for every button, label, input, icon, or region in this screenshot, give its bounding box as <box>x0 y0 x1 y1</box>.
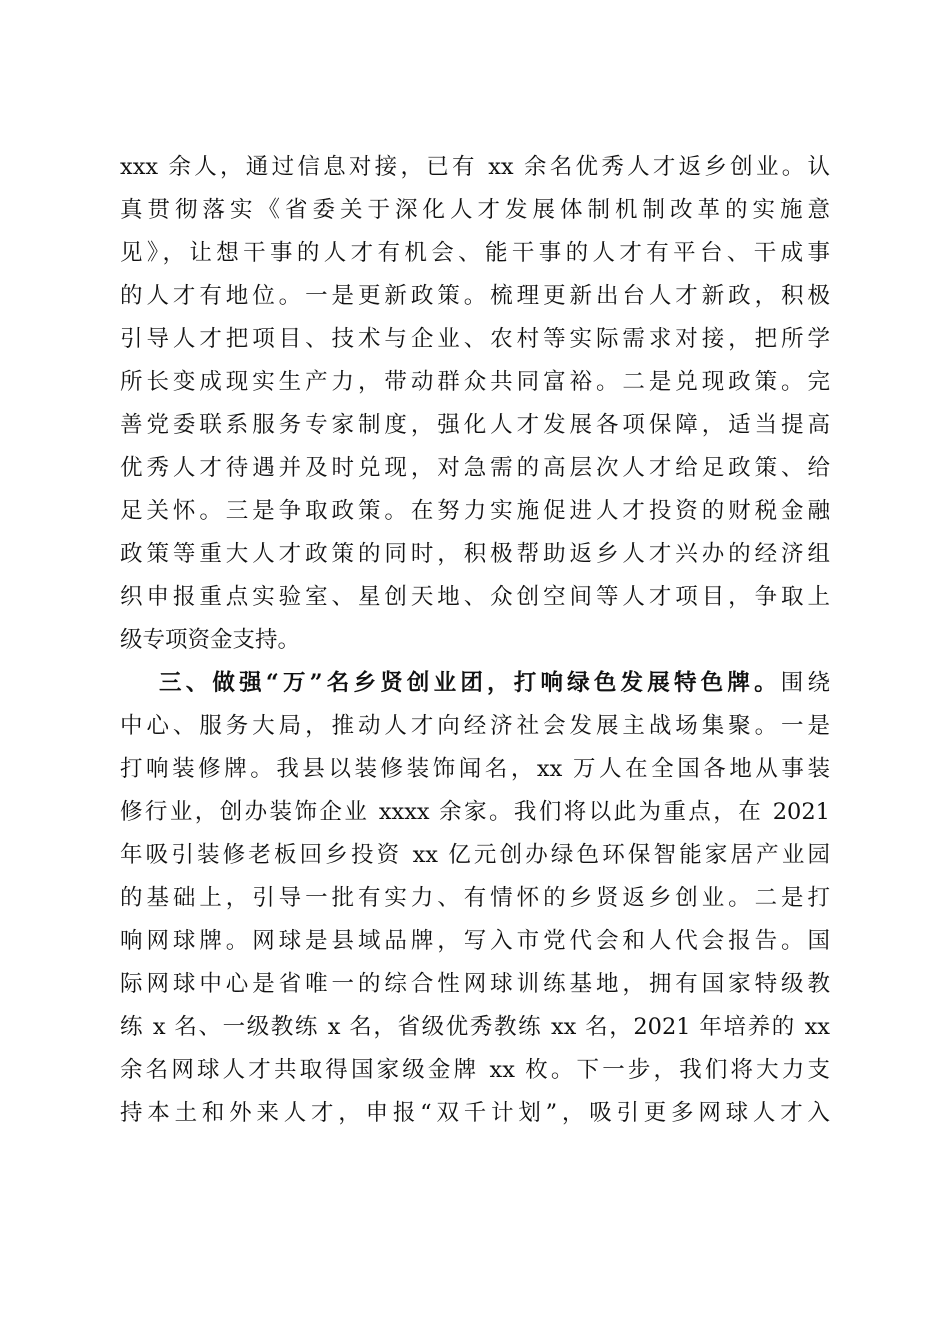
text-line: 真贯彻落实《省委关于深化人才发展体制机制改革的实施意 <box>120 197 830 223</box>
text-line: 际网球中心是省唯一的综合性网球训练基地，拥有国家特级教 <box>120 971 830 997</box>
section-heading-line <box>120 662 830 705</box>
text-line: 足关怀。三是争取政策。在努力实施促进人才投资的财税金融 <box>120 498 830 524</box>
text-line: xxx 余人，通过信息对接，已有 xx 余名优秀人才返乡创业。认 <box>120 154 830 180</box>
text-line: 政策等重大人才政策的同时，积极帮助返乡人才兴办的经济组 <box>120 541 830 567</box>
text-line: 练 x 名、一级教练 x 名，省级优秀教练 xx 名，2021 年培养的 xx <box>120 1014 830 1040</box>
text-line: 中心、服务大局，推动人才向经济社会发展主战场集聚。一是 <box>120 713 830 739</box>
text-line: 见》，让想干事的人才有机会、能干事的人才有平台、干成事 <box>120 240 830 266</box>
text-line: 优秀人才待遇并及时兑现，对急需的高层次人才给足政策、给 <box>120 455 830 481</box>
text-line: 年吸引装修老板回乡投资 xx 亿元创办绿色环保智能家居产业园 <box>120 842 830 868</box>
text-line: 响网球牌。网球是县域品牌，写入市党代会和人代会报告。国 <box>120 928 830 954</box>
text-line: 引导人才把项目、技术与企业、农村等实际需求对接，把所学 <box>120 326 830 352</box>
text-line: 的人才有地位。一是更新政策。梳理更新出台人才新政，积极 <box>120 283 830 309</box>
text-line: 织申报重点实验室、星创天地、众创空间等人才项目，争取上 <box>120 584 830 610</box>
paragraph-talent-policy <box>120 146 830 662</box>
text-line: 级专项资金支持。 <box>120 627 301 653</box>
text-line: 打响装修牌。我县以装修装饰闻名，xx 万人在全国各地从事装 <box>120 756 830 782</box>
text-line: 的基础上，引导一批有实力、有情怀的乡贤返乡创业。二是打 <box>120 885 830 911</box>
heading-line-rest: 围绕 <box>780 670 830 696</box>
text-line: 修行业，创办装饰企业 xxxx 余家。我们将以此为重点，在 2021 <box>120 799 830 825</box>
text-line: 持本土和外来人才，申报“双千计划”，吸引更多网球人才入 <box>120 1100 830 1126</box>
paragraph-green-development <box>120 662 830 1135</box>
text-line: 余名网球人才共取得国家级金牌 xx 枚。下一步，我们将大力支 <box>120 1057 830 1083</box>
text-line: 善党委联系服务专家制度，强化人才发展各项保障，适当提高 <box>120 412 830 438</box>
section-heading: 三、做强“万”名乡贤创业团，打响绿色发展特色牌。 <box>159 670 781 696</box>
text-line: 所长变成现实生产力，带动群众共同富裕。二是兑现政策。完 <box>120 369 830 395</box>
document-body <box>120 146 830 1135</box>
